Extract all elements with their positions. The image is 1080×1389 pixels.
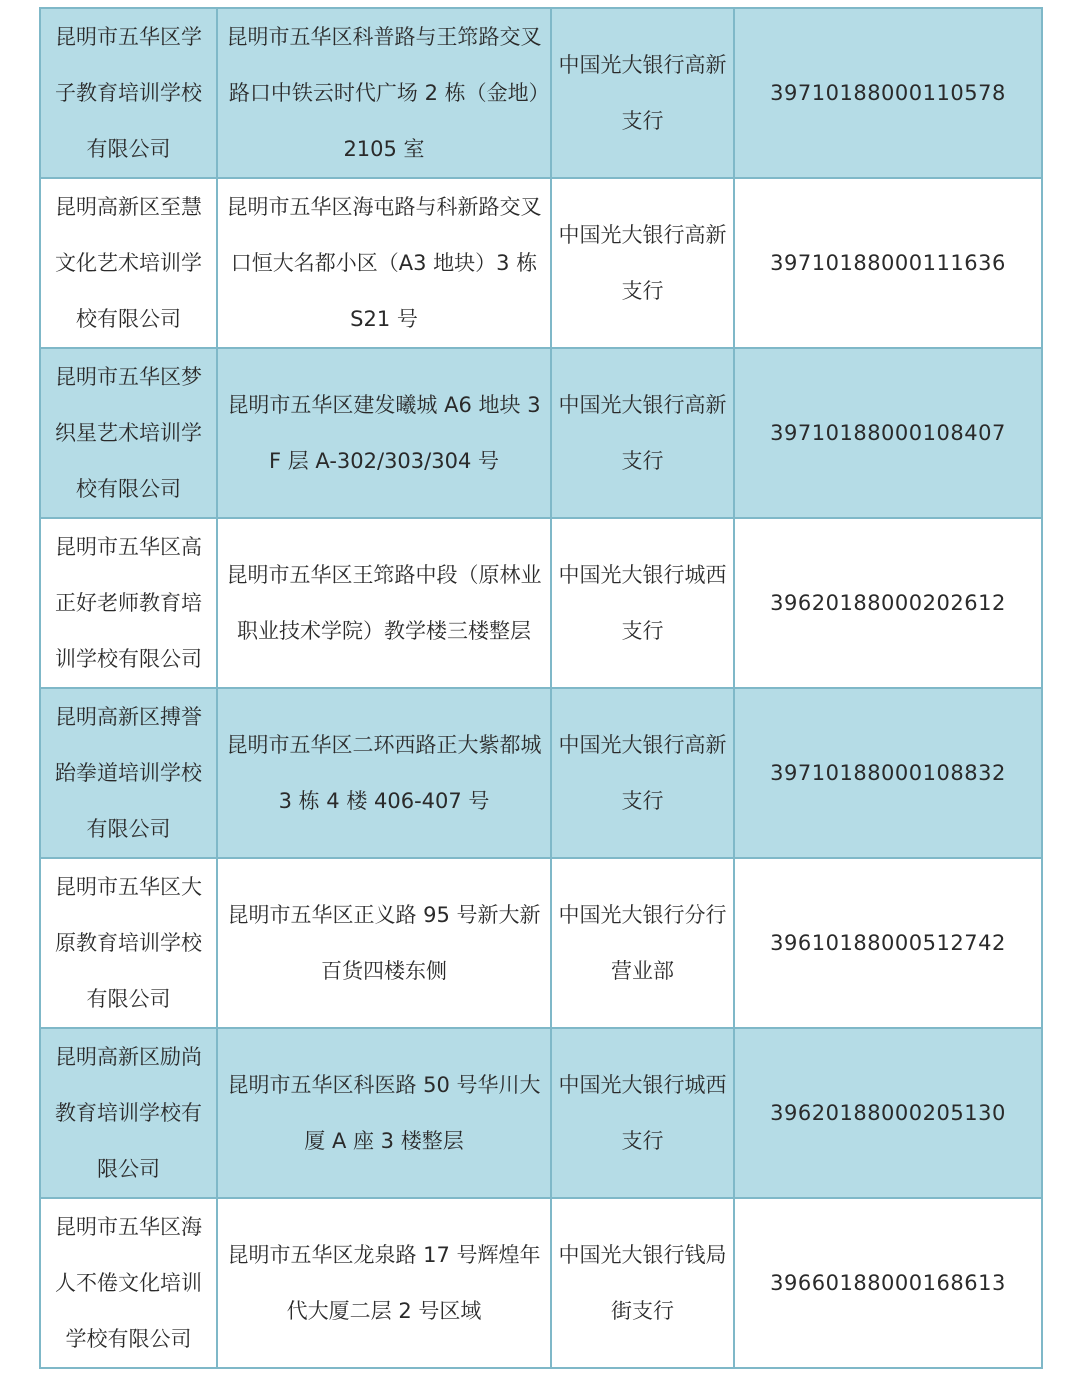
bank-branch-cell: 中国光大银行城西支行 (551, 518, 734, 688)
table-row (40, 858, 1042, 1028)
school-name-cell: 昆明高新区至慧文化艺术培训学校有限公司 (40, 178, 217, 348)
table-row (40, 688, 1042, 858)
bank-branch-cell: 中国光大银行分行营业部 (551, 858, 734, 1028)
school-name-cell: 昆明市五华区梦织星艺术培训学校有限公司 (40, 348, 217, 518)
school-name-cell: 昆明市五华区海人不倦文化培训学校有限公司 (40, 1198, 217, 1368)
account-number-cell: 39710188000108407 (734, 348, 1042, 518)
address-cell: 昆明市五华区建发曦城 A6 地块 3F 层 A-302/303/304 号 (217, 348, 551, 518)
school-name-cell: 昆明高新区搏誉跆拳道培训学校有限公司 (40, 688, 217, 858)
table-row (40, 1028, 1042, 1198)
bank-branch-cell: 中国光大银行高新支行 (551, 178, 734, 348)
address-cell: 昆明市五华区科普路与王筇路交叉路口中铁云时代广场 2 栋（金地）2105 室 (217, 8, 551, 178)
bank-branch-cell: 中国光大银行高新支行 (551, 8, 734, 178)
school-name-cell: 昆明市五华区大原教育培训学校有限公司 (40, 858, 217, 1028)
address-cell: 昆明市五华区龙泉路 17 号辉煌年代大厦二层 2 号区域 (217, 1198, 551, 1368)
account-number-cell: 39660188000168613 (734, 1198, 1042, 1368)
address-cell: 昆明市五华区王筇路中段（原林业职业技术学院）教学楼三楼整层 (217, 518, 551, 688)
bank-branch-cell: 中国光大银行高新支行 (551, 688, 734, 858)
table-row (40, 1198, 1042, 1368)
table-row (40, 518, 1042, 688)
account-number-cell: 39710188000111636 (734, 178, 1042, 348)
account-number-cell: 39610188000512742 (734, 858, 1042, 1028)
school-name-cell: 昆明市五华区高正好老师教育培训学校有限公司 (40, 518, 217, 688)
account-number-cell: 39620188000202612 (734, 518, 1042, 688)
account-number-cell: 39620188000205130 (734, 1028, 1042, 1198)
address-cell: 昆明市五华区二环西路正大紫都城 3 栋 4 楼 406-407 号 (217, 688, 551, 858)
table-row (40, 8, 1042, 178)
account-number-cell: 39710188000108832 (734, 688, 1042, 858)
address-cell: 昆明市五华区科医路 50 号华川大厦 A 座 3 楼整层 (217, 1028, 551, 1198)
address-cell: 昆明市五华区海屯路与科新路交叉口恒大名都小区（A3 地块）3 栋 S21 号 (217, 178, 551, 348)
address-cell: 昆明市五华区正义路 95 号新大新百货四楼东侧 (217, 858, 551, 1028)
school-name-cell: 昆明市五华区学子教育培训学校有限公司 (40, 8, 217, 178)
bank-branch-cell: 中国光大银行高新支行 (551, 348, 734, 518)
school-name-cell: 昆明高新区励尚教育培训学校有限公司 (40, 1028, 217, 1198)
table-row (40, 348, 1042, 518)
bank-branch-cell: 中国光大银行城西支行 (551, 1028, 734, 1198)
bank-branch-cell: 中国光大银行钱局街支行 (551, 1198, 734, 1368)
account-number-cell: 39710188000110578 (734, 8, 1042, 178)
table-row (40, 178, 1042, 348)
school-bank-account-table (39, 7, 1043, 1369)
school-bank-account-table-container (39, 7, 1041, 1369)
